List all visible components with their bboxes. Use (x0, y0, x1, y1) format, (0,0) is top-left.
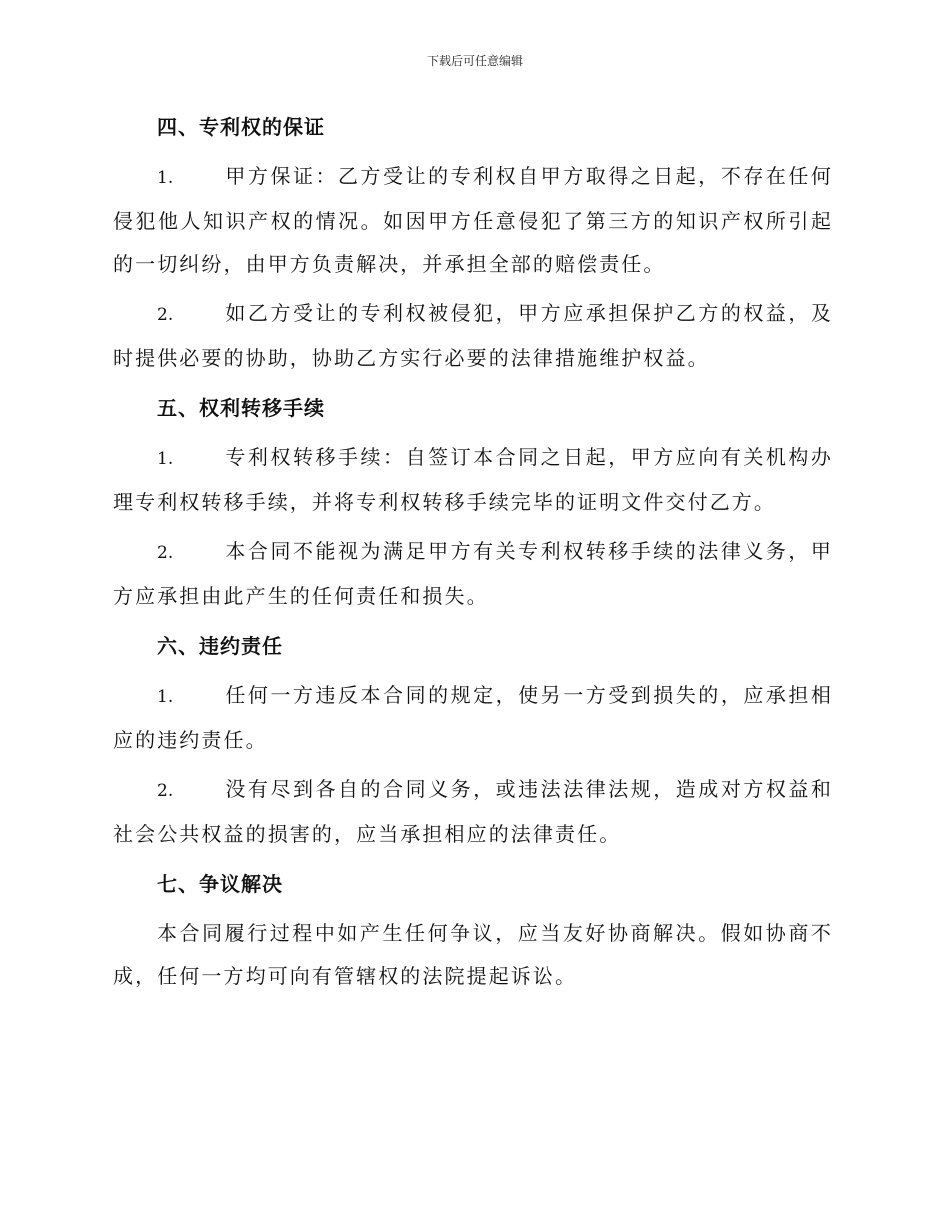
clause-number: 2. (157, 781, 174, 801)
clause-text: 本合同履行过程中如产生任何争议，应当友好协商解决。假如协商不成，任何一方均可向有管辖权的法院提起诉讼。 (113, 921, 833, 988)
clause (113, 768, 833, 856)
clause-text: 没有尽到各自的合同义务，或违法法律法规，造成对方权益和社会公共权益的损害的，应当承担相应的法律责任。 (113, 777, 833, 846)
section-dispute-resolution (113, 862, 833, 998)
section-heading: 六、违约责任 (157, 634, 283, 658)
clause-number: 2. (157, 543, 174, 563)
section-heading: 四、专利权的保证 (157, 115, 325, 139)
clause-number: 1. (157, 168, 174, 188)
clause (113, 674, 833, 762)
clause (113, 436, 833, 524)
page-header: 下载后可任意编辑 (426, 54, 523, 68)
section-heading: 五、权利转移手续 (157, 396, 325, 420)
section-breach-liability (113, 624, 833, 856)
clause-text: 专利权转移手续：自签订本合同之日起，甲方应向有关机构办理专利权转移手续，并将专利权转移手续完毕的证明文件交付乙方。 (113, 445, 833, 514)
document-body (113, 105, 833, 1004)
clause-number: 2. (157, 305, 174, 325)
section-heading: 七、争议解决 (157, 872, 283, 896)
section-patent-guarantee (113, 105, 833, 380)
clause-text: 任何一方违反本合同的规定，使另一方受到损失的，应承担相应的违约责任。 (113, 683, 833, 752)
section-rights-transfer (113, 386, 833, 618)
clause (113, 530, 833, 618)
clause-number: 1. (157, 687, 174, 707)
clause-text: 本合同不能视为满足甲方有关专利权转移手续的法律义务，甲方应承担由此产生的任何责任和损失。 (113, 539, 833, 608)
clause-number: 1. (157, 449, 174, 469)
clause (113, 292, 833, 380)
clause (113, 155, 833, 286)
clause-text: 如乙方受让的专利权被侵犯，甲方应承担保护乙方的权益，及时提供必要的协助，协助乙方实行必要的法律措施维护权益。 (113, 301, 833, 370)
clause-text: 甲方保证：乙方受让的专利权自甲方取得之日起，不存在任何侵犯他人知识产权的情况。如因甲方任意侵犯了第三方的知识产权所引起的一切纠纷，由甲方负责解决，并承担全部的赔偿责任。 (113, 164, 833, 276)
